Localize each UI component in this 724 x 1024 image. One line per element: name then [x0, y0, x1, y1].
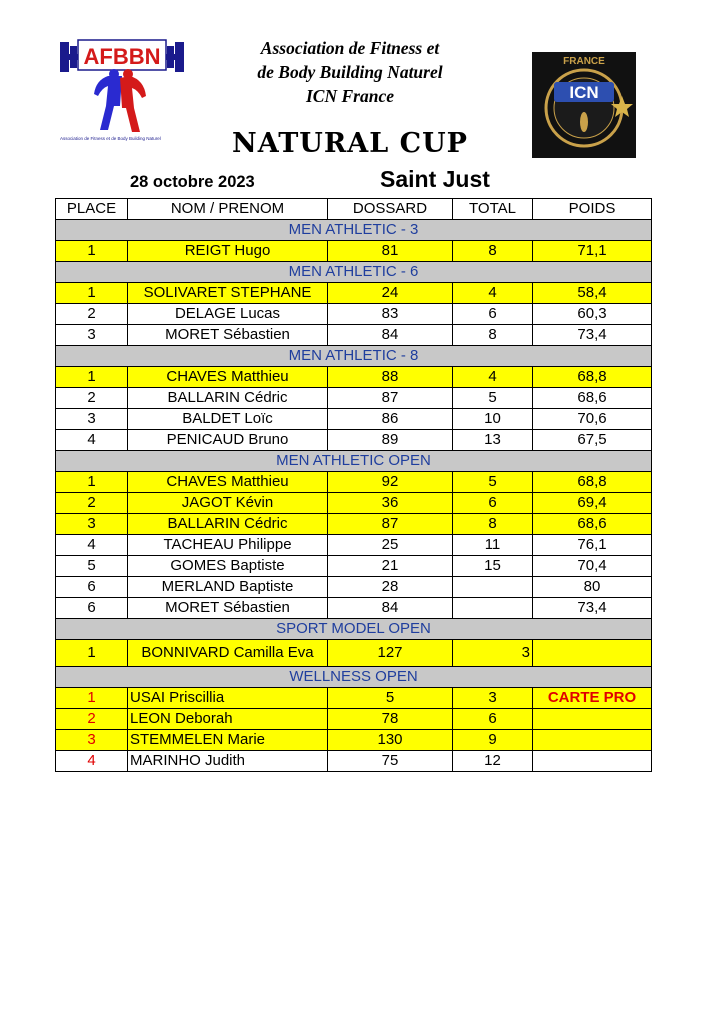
afbbn-logo [56, 36, 188, 148]
cell-dossard: 28 [328, 577, 453, 598]
header-dossard: DOSSARD [328, 199, 453, 220]
cell-poids: 68,6 [533, 388, 652, 409]
cell-total: 10 [453, 409, 533, 430]
cell-poids [533, 640, 652, 667]
icn-logo [532, 52, 636, 158]
cell-place: 3 [56, 325, 128, 346]
cell-name: BALDET Loïc [128, 409, 328, 430]
event-title: NATURAL CUP [232, 128, 468, 159]
cell-place: 6 [56, 598, 128, 619]
cell-name: REIGT Hugo [128, 241, 328, 262]
cell-dossard: 5 [328, 688, 453, 709]
logo-right-icn: ICN [569, 83, 599, 102]
table-row [56, 283, 652, 304]
cell-name: LEON Deborah [128, 709, 328, 730]
category-name: MEN ATHLETIC - 8 [56, 346, 652, 367]
cell-place: 2 [56, 304, 128, 325]
cell-total: 15 [453, 556, 533, 577]
cell-total: 11 [453, 535, 533, 556]
cell-poids: 70,4 [533, 556, 652, 577]
cell-dossard: 36 [328, 493, 453, 514]
association-line-2: de Body Building Naturel [257, 62, 443, 82]
cell-dossard: 92 [328, 472, 453, 493]
results-table [55, 198, 652, 772]
cell-dossard: 24 [328, 283, 453, 304]
table-row [56, 430, 652, 451]
cell-name: PENICAUD Bruno [128, 430, 328, 451]
table-row [56, 325, 652, 346]
cell-total: 4 [453, 283, 533, 304]
cell-dossard: 127 [328, 640, 453, 667]
table-row [56, 709, 652, 730]
cell-place: 1 [56, 640, 128, 667]
cell-name: SOLIVARET STEPHANE [128, 283, 328, 304]
category-name: SPORT MODEL OPEN [56, 619, 652, 640]
table-row [56, 598, 652, 619]
cell-name: TACHEAU Philippe [128, 535, 328, 556]
table-row [56, 472, 652, 493]
cell-name: DELAGE Lucas [128, 304, 328, 325]
category-name: WELLNESS OPEN [56, 667, 652, 688]
cell-total: 3 [453, 688, 533, 709]
cell-total [453, 598, 533, 619]
category-row [56, 220, 652, 241]
cell-poids: 58,4 [533, 283, 652, 304]
cell-total: 5 [453, 388, 533, 409]
cell-poids: 68,8 [533, 367, 652, 388]
cell-total: 6 [453, 493, 533, 514]
cell-place: 3 [56, 409, 128, 430]
header-place: PLACE [56, 199, 128, 220]
cell-dossard: 87 [328, 388, 453, 409]
cell-total: 3 [453, 640, 533, 667]
association-line-1: Association de Fitness et [260, 38, 440, 58]
cell-name: MARINHO Judith [128, 751, 328, 772]
cell-dossard: 87 [328, 514, 453, 535]
cell-dossard: 25 [328, 535, 453, 556]
table-row [56, 730, 652, 751]
cell-place: 4 [56, 751, 128, 772]
cell-poids: 60,3 [533, 304, 652, 325]
header-row [56, 199, 652, 220]
table-row [56, 688, 652, 709]
cell-name: MERLAND Baptiste [128, 577, 328, 598]
cell-place: 1 [56, 688, 128, 709]
association-line-3: ICN France [306, 86, 394, 106]
cell-name: BONNIVARD Camilla Eva [128, 640, 328, 667]
cell-total: 12 [453, 751, 533, 772]
table-row [56, 241, 652, 262]
cell-place: 1 [56, 472, 128, 493]
cell-dossard: 75 [328, 751, 453, 772]
table-row [56, 388, 652, 409]
cell-place: 1 [56, 367, 128, 388]
cell-total: 6 [453, 304, 533, 325]
cell-dossard: 84 [328, 325, 453, 346]
cell-name: BALLARIN Cédric [128, 514, 328, 535]
cell-place: 4 [56, 430, 128, 451]
cell-place: 2 [56, 388, 128, 409]
cell-place: 1 [56, 241, 128, 262]
table-row [56, 367, 652, 388]
cell-poids: 68,8 [533, 472, 652, 493]
cell-poids: 76,1 [533, 535, 652, 556]
cell-total: 9 [453, 730, 533, 751]
category-name: MEN ATHLETIC OPEN [56, 451, 652, 472]
cell-place: 5 [56, 556, 128, 577]
cell-poids: 69,4 [533, 493, 652, 514]
cell-place: 4 [56, 535, 128, 556]
table-row [56, 556, 652, 577]
table-row [56, 640, 652, 667]
cell-poids: CARTE PRO [533, 688, 652, 709]
category-name: MEN ATHLETIC - 3 [56, 220, 652, 241]
cell-poids: 80 [533, 577, 652, 598]
cell-name: USAI Priscillia [128, 688, 328, 709]
logo-left-caption: Association de Fitness et de Body Building Naturel [60, 136, 161, 141]
category-row [56, 346, 652, 367]
cell-total: 6 [453, 709, 533, 730]
cell-dossard: 81 [328, 241, 453, 262]
cell-poids: 68,6 [533, 514, 652, 535]
cell-name: JAGOT Kévin [128, 493, 328, 514]
table-row [56, 514, 652, 535]
event-date: 28 octobre 2023 [130, 173, 255, 191]
cell-name: STEMMELEN Marie [128, 730, 328, 751]
category-row [56, 451, 652, 472]
logo-right-france: FRANCE [563, 56, 605, 67]
table-row [56, 535, 652, 556]
table-row [56, 409, 652, 430]
cell-place: 2 [56, 709, 128, 730]
cell-total: 8 [453, 514, 533, 535]
category-row [56, 262, 652, 283]
cell-total: 13 [453, 430, 533, 451]
cell-total [453, 577, 533, 598]
table-row [56, 577, 652, 598]
cell-place: 2 [56, 493, 128, 514]
cell-dossard: 83 [328, 304, 453, 325]
table-row [56, 304, 652, 325]
cell-total: 5 [453, 472, 533, 493]
cell-dossard: 21 [328, 556, 453, 577]
association-name [200, 36, 500, 108]
cell-dossard: 86 [328, 409, 453, 430]
cell-name: CHAVES Matthieu [128, 367, 328, 388]
cell-poids: 71,1 [533, 241, 652, 262]
table-row [56, 751, 652, 772]
logo-left-text: AFBBN [83, 44, 161, 69]
cell-poids: 73,4 [533, 325, 652, 346]
cell-place: 6 [56, 577, 128, 598]
cell-total: 8 [453, 241, 533, 262]
cell-name: MORET Sébastien [128, 598, 328, 619]
cell-name: CHAVES Matthieu [128, 472, 328, 493]
cell-poids [533, 751, 652, 772]
cell-poids [533, 709, 652, 730]
cell-place: 3 [56, 514, 128, 535]
cell-poids: 70,6 [533, 409, 652, 430]
cell-total: 4 [453, 367, 533, 388]
category-row [56, 667, 652, 688]
cell-dossard: 89 [328, 430, 453, 451]
cell-place: 1 [56, 283, 128, 304]
cell-place: 3 [56, 730, 128, 751]
event-location: Saint Just [380, 166, 490, 192]
cell-poids [533, 730, 652, 751]
cell-dossard: 88 [328, 367, 453, 388]
category-name: MEN ATHLETIC - 6 [56, 262, 652, 283]
cell-poids: 73,4 [533, 598, 652, 619]
header-name: NOM / PRENOM [128, 199, 328, 220]
cell-total: 8 [453, 325, 533, 346]
cell-name: MORET Sébastien [128, 325, 328, 346]
cell-dossard: 84 [328, 598, 453, 619]
cell-dossard: 78 [328, 709, 453, 730]
cell-dossard: 130 [328, 730, 453, 751]
header-poids: POIDS [533, 199, 652, 220]
cell-name: BALLARIN Cédric [128, 388, 328, 409]
cell-poids: 67,5 [533, 430, 652, 451]
table-row [56, 493, 652, 514]
category-row [56, 619, 652, 640]
header-total: TOTAL [453, 199, 533, 220]
cell-name: GOMES Baptiste [128, 556, 328, 577]
